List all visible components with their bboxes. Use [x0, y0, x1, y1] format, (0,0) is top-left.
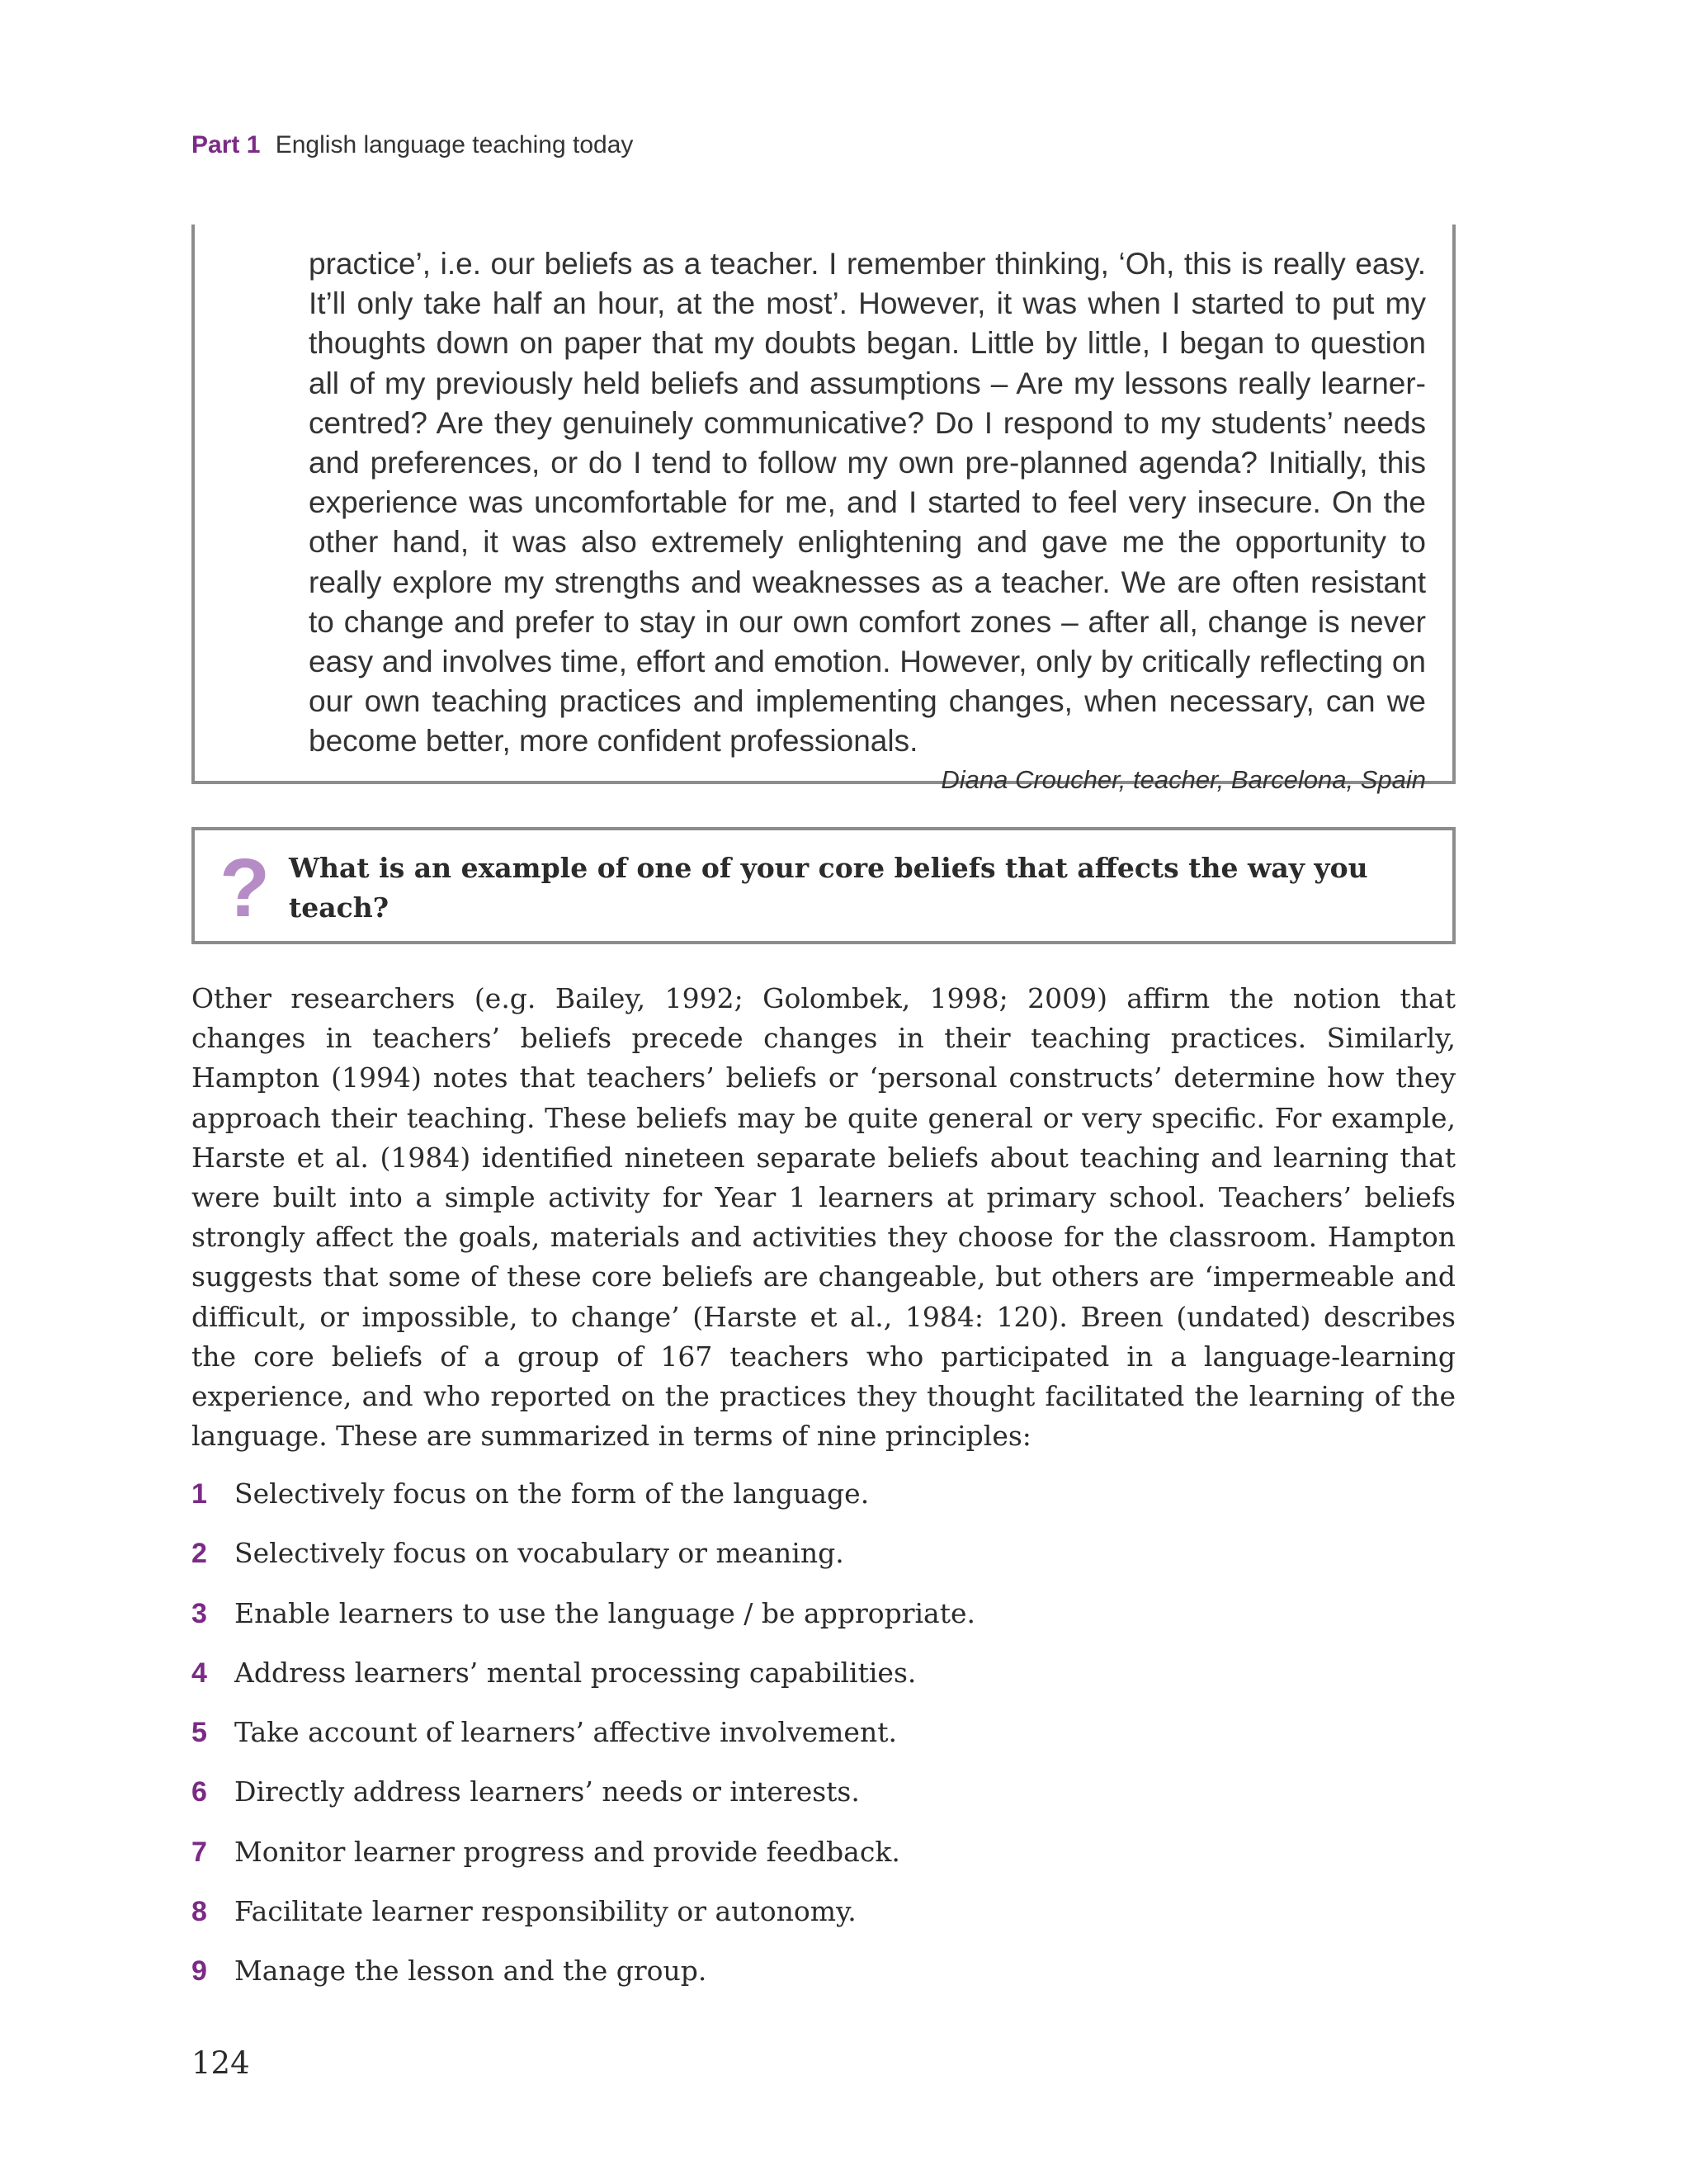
- principle-text: Monitor learner progress and provide feedback.: [234, 1835, 900, 1868]
- principle-text: Manage the lesson and the group.: [234, 1955, 707, 1988]
- principle-item: [191, 1832, 1456, 1892]
- principle-item: [191, 1892, 1456, 1951]
- principle-item: [191, 1534, 1456, 1593]
- principle-item: [191, 1951, 1456, 2011]
- principle-number: 3: [191, 1597, 207, 1629]
- quote-box: [191, 225, 1456, 794]
- part-label: Part 1: [191, 131, 261, 158]
- principle-text: Enable learners to use the language / be appropriate.: [234, 1596, 975, 1629]
- principle-item: [191, 1713, 1456, 1772]
- principle-number: 9: [191, 1955, 207, 1988]
- principle-number: 4: [191, 1657, 207, 1689]
- principle-number: 6: [191, 1776, 207, 1808]
- reflection-question-box: [191, 827, 1456, 944]
- principle-item: [191, 1653, 1456, 1713]
- principle-number: 8: [191, 1896, 207, 1928]
- principle-item: [191, 1474, 1456, 1534]
- principle-text: Facilitate learner responsibility or autonomy.: [234, 1895, 857, 1928]
- principle-text: Take account of learners’ affective involvement.: [234, 1716, 897, 1749]
- principle-item: [191, 1594, 1456, 1653]
- principles-list: [191, 1474, 1456, 2011]
- quote-attribution: Diana Croucher, teacher, Barcelona, Spain: [941, 764, 1426, 794]
- reflection-question-text: What is an example of one of your core beliefs that affects the way you teach?: [289, 852, 1368, 924]
- running-head: [191, 129, 633, 162]
- principle-text: Address learners’ mental processing capabilities.: [234, 1656, 917, 1689]
- principle-text: Selectively focus on vocabulary or meaning.: [234, 1537, 844, 1570]
- page-number: 124: [191, 2045, 250, 2081]
- principle-number: 7: [191, 1836, 207, 1868]
- principle-item: [191, 1772, 1456, 1832]
- principle-number: 2: [191, 1538, 207, 1570]
- body-paragraph: Other researchers (e.g. Bailey, 1992; Golombek, 1998; 2009) affirm the notion that changes in teachers’ beliefs precede changes in their teaching practices. Similarly, Hampton (1994) notes that teachers’ beliefs or ‘personal constructs’ determine how they approach their teaching. These beliefs may be quite general or very specific. For example, Harste et al. (1984) identified nineteen separate beliefs about teaching and learning that were built into a simple activity for Year 1 learners at primary school. Teachers’ beliefs strongly affect the goals, materials and activities they choose for the classroom. Hampton suggests that some of these core beliefs are changeable, but others are ‘impermeable and difficult, or impossible, to change’ (Harste et al., 1984: 120). Breen (undated) describes the core beliefs of a group of 167 teachers who participated in a language-learning experience, and who reported on the practices they thought facilitated the learning of the language. These are summarized in terms of nine principles:: [191, 982, 1456, 1453]
- principle-number: 1: [191, 1478, 207, 1510]
- question-mark-icon: ?: [220, 842, 271, 934]
- principle-number: 5: [191, 1717, 207, 1749]
- principle-text: Directly address learners’ needs or interests.: [234, 1775, 860, 1808]
- running-head-title: English language teaching today: [275, 131, 634, 158]
- principle-text: Selectively focus on the form of the language.: [234, 1477, 870, 1510]
- quote-text: practice’, i.e. our beliefs as a teacher. I remember thinking, ‘Oh, this is really easy. It’ll only take half an hour, at the most’. However, it was when I started to put my thoughts down on paper that my doubts began. Little by little, I began to question all of my previously held beliefs and assumptions – Are my lessons really learner-centred? Are they genuinely communicative? Do I respond to my students’ needs and preferences, or do I tend to follow my own pre-planned agenda? Initially, this experience was uncomfortable for me, and I started to feel very insecure. On the other hand, it was also extremely enlightening and gave me the opportunity to really explore my strengths and weaknesses as a teacher. We are often resistant to change and prefer to stay in our own comfort zones – after all, change is never easy and involves time, effort and emotion. However, only by critically reflecting on our own teaching practices and implementing changes, when necessary, can we become better, more confident professionals.: [309, 247, 1426, 759]
